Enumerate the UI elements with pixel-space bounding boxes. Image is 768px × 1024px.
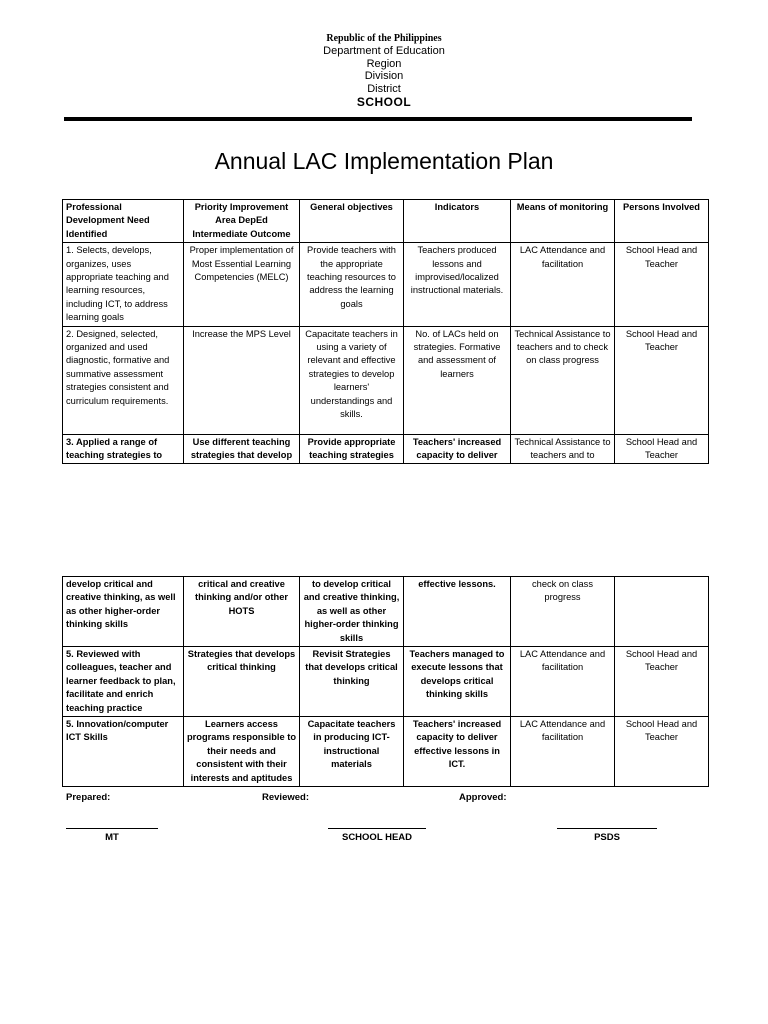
header-divider xyxy=(64,117,692,121)
header-cell-objectives: General objectives xyxy=(300,200,404,243)
lac-plan-table-continued xyxy=(62,576,709,787)
republic-line: Republic of the Philippines xyxy=(326,33,442,44)
signatory-psds: PSDS xyxy=(594,832,620,843)
school-line: SCHOOL xyxy=(356,95,412,109)
table-cell: Teachers produced lessons and improvised/localized instructional materials. xyxy=(404,243,511,326)
table-row xyxy=(63,434,709,464)
table-cell: School Head and Teacher xyxy=(615,717,709,787)
table-cell: 3. Applied a range of teaching strategies to xyxy=(63,434,184,464)
table-cell: School Head and Teacher xyxy=(615,647,709,717)
table-row xyxy=(63,577,709,647)
table-cell: Capacitate teachers in producing ICT-instructional materials xyxy=(300,717,404,787)
table-cell: check on class progress xyxy=(511,577,615,647)
table-cell: LAC Attendance and facilitation xyxy=(511,647,615,717)
table-row xyxy=(63,326,709,434)
table-cell: 2. Designed, selected, organized and used diagnostic, formative and summative assessment strategies consistent and curriculum requirements. xyxy=(63,326,184,434)
table-cell: Revisit Strategies that develops critical thinking xyxy=(300,647,404,717)
district-line: District xyxy=(367,82,401,95)
table-cell: critical and creative thinking and/or other HOTS xyxy=(184,577,300,647)
table-cell: Increase the MPS Level xyxy=(184,326,300,434)
header-cell-monitoring: Means of monitoring xyxy=(511,200,615,243)
table-cell: Strategies that develops critical thinking xyxy=(184,647,300,717)
signature-line-psds xyxy=(557,828,657,829)
table-cell: Teachers' increased capacity to deliver effective lessons in ICT. xyxy=(404,717,511,787)
table-cell: 1. Selects, develops, organizes, uses appropriate teaching and learning resources, including ICT, to address learning goals xyxy=(63,243,184,326)
table-cell: Teachers managed to execute lessons that develops critical thinking skills xyxy=(404,647,511,717)
table-cell: School Head and Teacher xyxy=(615,434,709,464)
table-cell: Proper implementation of Most Essential Learning Competencies (MELC) xyxy=(184,243,300,326)
division-line: Division xyxy=(364,70,404,82)
signature-line-school-head xyxy=(328,828,426,829)
document-title: Annual LAC Implementation Plan xyxy=(214,148,554,174)
table-cell: LAC Attendance and facilitation xyxy=(511,243,615,326)
region-line: Region xyxy=(366,57,402,70)
table-cell: Provide appropriate teaching strategies xyxy=(300,434,404,464)
table-cell xyxy=(615,577,709,647)
table-row xyxy=(63,243,709,326)
table-cell: 5. Innovation/computer ICT Skills xyxy=(63,717,184,787)
reviewed-label: Reviewed: xyxy=(262,792,309,803)
table-row xyxy=(63,717,709,787)
table-cell: School Head and Teacher xyxy=(615,326,709,434)
signatory-school-head: SCHOOL HEAD xyxy=(341,832,413,843)
letterhead xyxy=(0,32,768,110)
table-cell: No. of LACs held on strategies. Formative and assessment of learners xyxy=(404,326,511,434)
table-cell: Technical Assistance to teachers and to check on class progress xyxy=(511,326,615,434)
signature-line-mt xyxy=(66,828,158,829)
table-cell: develop critical and creative thinking, as well as other higher-order thinking skills xyxy=(63,577,184,647)
table-cell: to develop critical and creative thinking, as well as other higher-order thinking skills xyxy=(300,577,404,647)
department-line: Department of Education xyxy=(323,45,445,57)
table-cell: 5. Reviewed with colleagues, teacher and learner feedback to plan, facilitate and enrich teaching practice xyxy=(63,647,184,717)
header-cell-persons: Persons Involved xyxy=(615,200,709,243)
lac-plan-table xyxy=(62,199,709,464)
table-header-row xyxy=(63,200,709,243)
table-cell: Use different teaching strategies that develop xyxy=(184,434,300,464)
table-cell: Teachers' increased capacity to deliver xyxy=(404,434,511,464)
header-cell-priority: Priority Improvement Area DepEd Intermediate Outcome xyxy=(184,200,300,243)
table-row xyxy=(63,647,709,717)
table-cell: School Head and Teacher xyxy=(615,243,709,326)
table-cell: Technical Assistance to teachers and to xyxy=(511,434,615,464)
table-cell: LAC Attendance and facilitation xyxy=(511,717,615,787)
table-cell: Learners access programs responsible to their needs and consistent with their interests and aptitudes xyxy=(184,717,300,787)
table-cell: effective lessons. xyxy=(404,577,511,647)
approved-label: Approved: xyxy=(459,792,507,803)
table-cell: Capacitate teachers in using a variety of relevant and effective strategies to develop learners' understandings and skills. xyxy=(300,326,404,434)
header-cell-indicators: Indicators xyxy=(404,200,511,243)
header-cell-need: Professional Development Need Identified xyxy=(63,200,184,243)
table-cell: Provide teachers with the appropriate teaching resources to address the learning goals xyxy=(300,243,404,326)
prepared-label: Prepared: xyxy=(66,792,111,803)
signatory-mt: MT xyxy=(105,832,119,843)
